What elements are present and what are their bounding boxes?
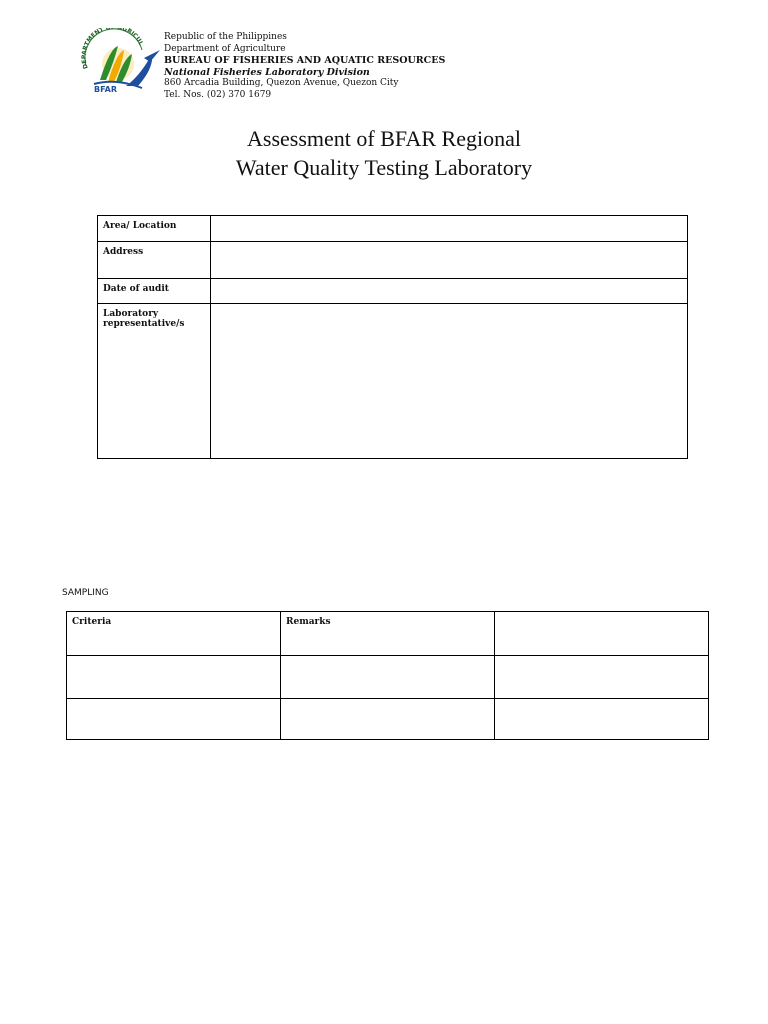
address-label: Address — [98, 242, 211, 279]
lab-representative-label-line2: representative/s — [103, 319, 185, 329]
table-row — [67, 699, 709, 740]
letterhead — [164, 32, 445, 101]
table-row — [98, 279, 688, 304]
table-cell[interactable] — [495, 656, 709, 699]
title-line-1: Assessment of BFAR Regional — [247, 126, 521, 151]
lab-representative-field[interactable] — [211, 304, 688, 459]
table-row — [98, 216, 688, 242]
table-cell[interactable] — [281, 656, 495, 699]
date-of-audit-field[interactable] — [211, 279, 688, 304]
address-field[interactable] — [211, 242, 688, 279]
department-line: Department of Agriculture — [164, 43, 286, 54]
table-row — [98, 242, 688, 279]
sampling-section-label: SAMPLING — [62, 588, 109, 598]
lab-representative-label — [98, 304, 211, 459]
svg-text:DEPARTMENT OF AGRICULTURE: DEPARTMENT GRICUL — [80, 28, 145, 70]
lab-representative-label-line1: Laboratory — [103, 309, 159, 319]
area-location-label: Area/ Location — [98, 216, 211, 242]
table-cell[interactable] — [495, 699, 709, 740]
division-line: National Fisheries Laboratory Division — [164, 66, 370, 78]
criteria-header: Criteria — [67, 612, 281, 656]
phone-line: Tel. Nos. (02) 370 1679 — [164, 89, 272, 100]
date-of-audit-label: Date of audit — [98, 279, 211, 304]
address-line: 860 Arcadia Building, Quezon Avenue, Quezon City — [164, 78, 399, 88]
audit-info-table — [97, 215, 688, 459]
table-header-row — [67, 612, 709, 656]
blank-header — [495, 612, 709, 656]
logo-text: BFAR — [94, 85, 117, 94]
table-cell[interactable] — [67, 656, 281, 699]
table-row — [98, 304, 688, 459]
sampling-table — [66, 611, 709, 740]
title-line-2: Water Quality Testing Laboratory — [235, 155, 533, 180]
table-cell[interactable] — [67, 699, 281, 740]
bureau-line: BUREAU OF FISHERIES AND AQUATIC RESOURCES — [164, 55, 446, 66]
bfar-logo — [80, 28, 162, 98]
republic-line: Republic of the Philippines — [164, 32, 287, 42]
table-cell[interactable] — [281, 699, 495, 740]
document-title — [0, 124, 768, 182]
area-location-field[interactable] — [211, 216, 688, 242]
table-row — [67, 656, 709, 699]
remarks-header: Remarks — [281, 612, 495, 656]
